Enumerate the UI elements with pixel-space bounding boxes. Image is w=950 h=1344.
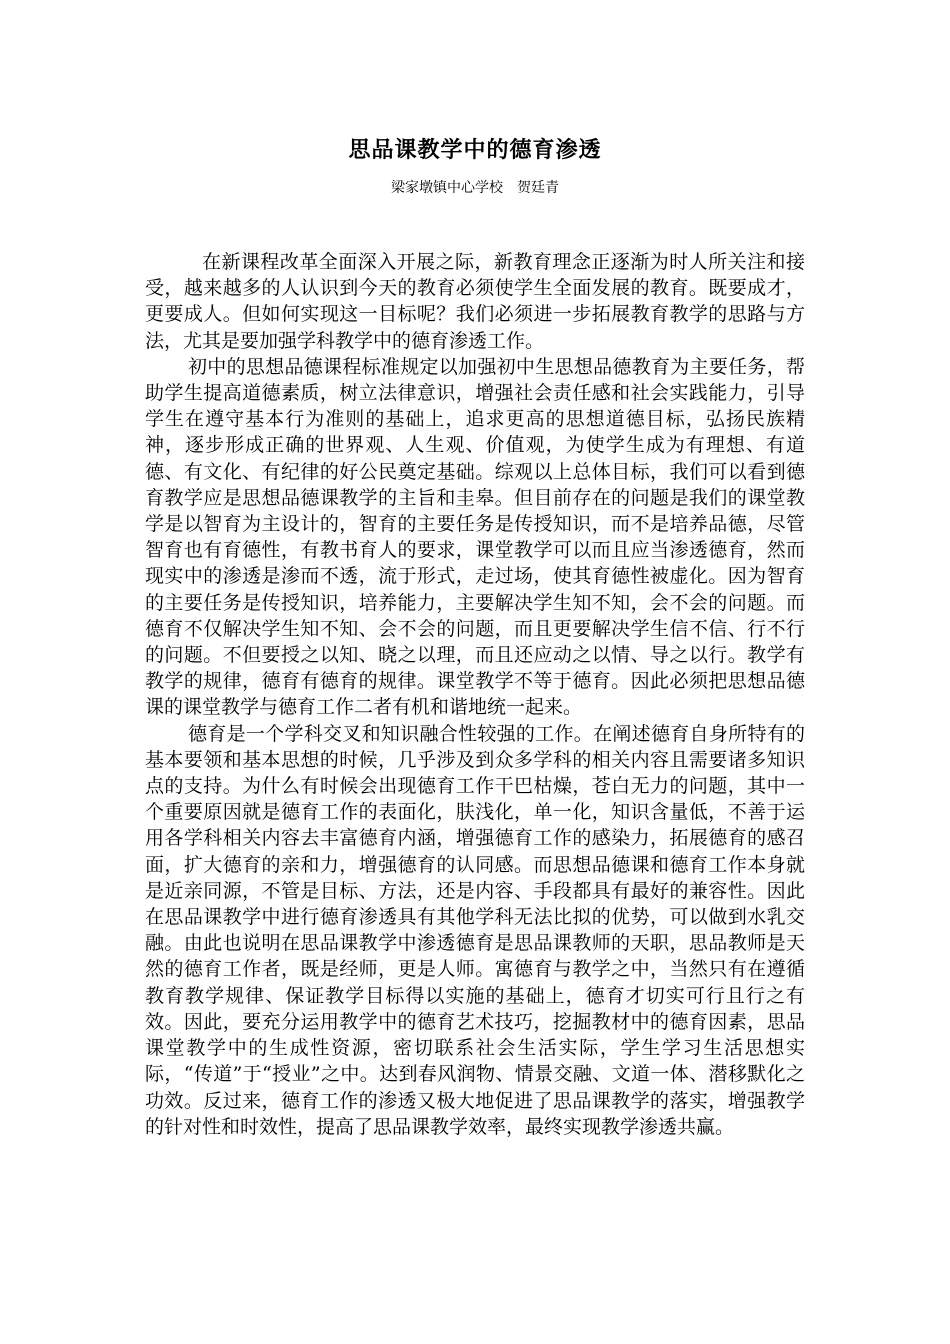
author-line (0, 178, 950, 198)
paragraph-2: 初中的思想品德课程标准规定以加强初中生思想品德教育为主要任务，帮助学生提高道德素质，树立法律意识，增强社会责任感和社会实践能力，引导学生在遵守基本行为准则的基础上，追求更高的思想道德目标，弘扬民族精神，逐步形成正确的世界观、人生观、价值观，为使学生成为有理想、有道德、有文化、有纪律的好公民奠定基础。综观以上总体目标，我们可以看到德育教学应是思想品德课教学的主旨和圭皋。但目前存在的问题是我们的课堂教学是以智育为主设计的，智育的主要任务是传授知识，而不是培养品德，尽管智育也有育德性，有教书育人的要求，课堂教学可以而且应当渗透德育，然而现实中的渗透是渗而不透，流于形式，走过场，使其育德性被虚化。因为智育的主要任务是传授知识，培养能力，主要解决学生知不知，会不会的问题。而德育不仅解决学生知不知、会不会的问题，而且更要解决学生信不信、行不行的问题。不但要授之以知、晓之以理，而且还应动之以情、导之以行。教学有教学的规律，德育有德育的规律。课堂教学不等于德育。因此必须把思想品德课的课堂教学与德育工作二者有机和谐地统一起来。 (145, 355, 805, 719)
document-body (145, 249, 805, 1140)
author-school: 梁家墩镇中心学校 (391, 180, 503, 196)
paragraph-1: 在新课程改革全面深入开展之际，新教育理念正逐渐为时人所关注和接受，越来越多的人认识到今天的教育必须使学生全面发展的教育。既要成才，更要成人。但如何实现这一目标呢？我们必须进一步拓展教育教学的思路与方法，尤其是要加强学科教学中的德育渗透工作。 (145, 251, 805, 352)
page-title: 思品课教学中的德育渗透 (348, 138, 602, 163)
author-name: 贺廷青 (517, 180, 559, 196)
paragraph-3: 德育是一个学科交叉和知识融合性较强的工作。在阐述德育自身所特有的基本要领和基本思想的时候，几乎涉及到众多学科的相关内容且需要诸多知识点的支持。为什么有时候会出现德育工作干巴枯燥，苍白无力的问题，其中一个重要原因就是德育工作的表面化，肤浅化，单一化，知识含量低，不善于运用各学科相关内容去丰富德育内涵，增强德育工作的感染力，拓展德育的感召面，扩大德育的亲和力，增强德育的认同感。而思想品德课和德育工作本身就是近亲同源，不管是目标、方法，还是内容、手段都具有最好的兼容性。因此在思品课教学中进行德育渗透具有其他学科无法比拟的优势，可以做到水乳交融。由此也说明在思品课教学中渗透德育是思品课教师的天职，思品教师是天然的德育工作者，既是经师，更是人师。寓德育与教学之中，当然只有在遵循教育教学规律、保证教学目标得以实施的基础上，德育才切实可行且行之有效。因此，要充分运用教学中的德育艺术技巧，挖掘教材中的德育因素，思品课堂教学中的生成性资源，密切联系社会生活实际，学生学习生活思想实际，“传道”于“授业”之中。达到春风润物、情景交融、文道一体、潜移默化之功效。反过来，德育工作的渗透又极大地促进了思品课教学的落实，增强教学的针对性和时效性，提高了思品课教学效率，最终实现教学渗透共赢。 (145, 722, 805, 1138)
